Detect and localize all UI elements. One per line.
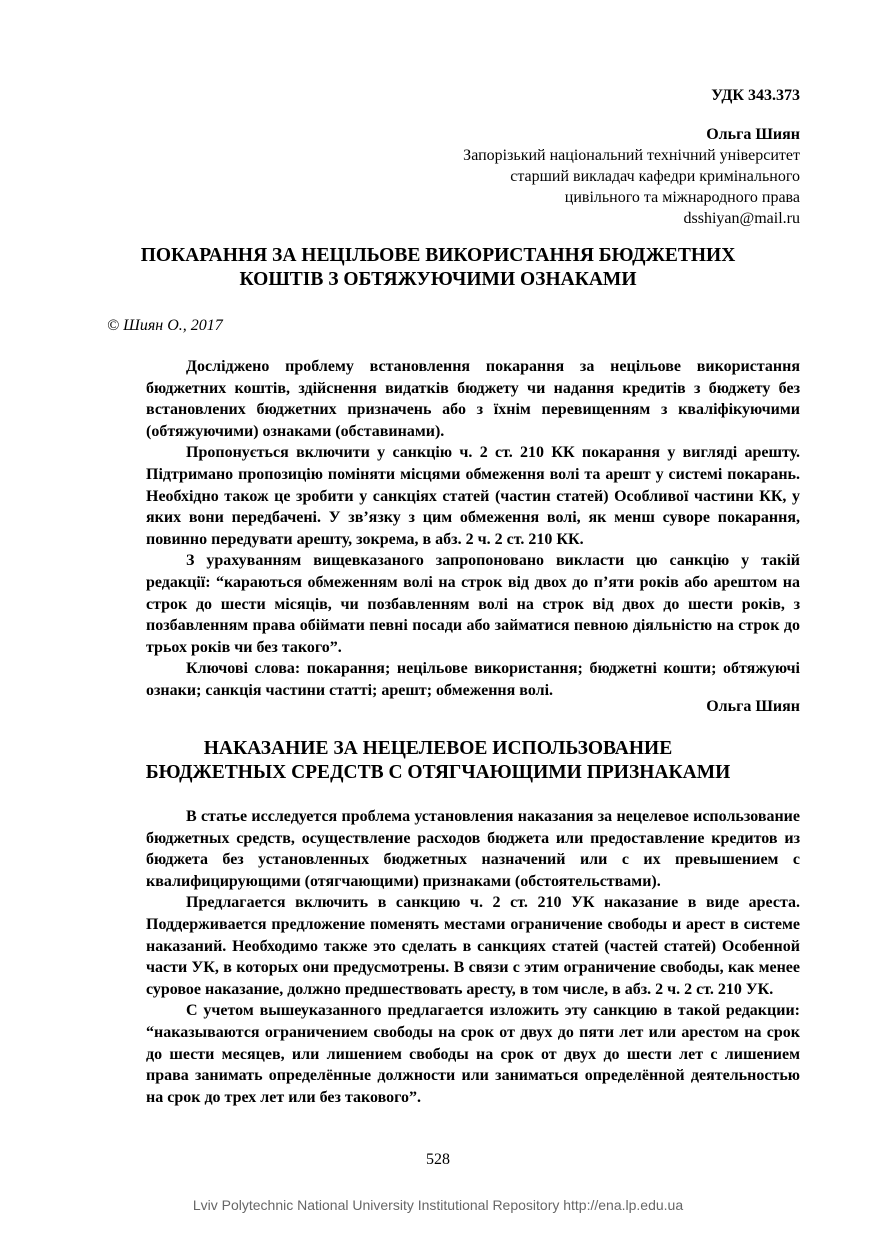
- keywords: Ключові слова: покарання; нецільове використання; бюджетні кошти; обтяжуючі ознаки; санкція частини статті; арешт; обмеження волі.: [146, 660, 800, 699]
- title-line: ПОКАРАННЯ ЗА НЕЦІЛЬОВЕ ВИКОРИСТАННЯ БЮДЖЕТНИХ: [140, 245, 736, 266]
- title-ru: [100, 737, 776, 785]
- abstract-ua: [146, 356, 800, 702]
- title-ua: [100, 244, 776, 292]
- author-block: [463, 124, 800, 229]
- author-email[interactable]: dsshiyan@mail.ru: [683, 210, 800, 227]
- title-line: КОШТІВ З ОБТЯЖУЮЧИМИ ОЗНАКАМИ: [239, 269, 637, 290]
- abstract-paragraph: Предлагается включить в санкцию ч. 2 ст. 210 УК наказание в виде ареста. Поддерживается предложение поменять местами ограничение свободы и арест в системе наказаний. Необходимо также это сделать в санкциях статей (частей статей) Особенной части УК, в которых они предусмотрены. В связи с этим ограничение свободы, как менее суровое наказание, должно предшествовать аресту, в том числе, в абз. 2 ч. 2 ст. 210 УК.: [146, 894, 800, 998]
- abstract-paragraph: В статье исследуется проблема установления наказания за нецелевое использование бюджетных средств, осуществление расходов бюджета или предоставление кредитов из бюджета без установленных бюджетных назначений или с их превышением с квалифицирующими (отягчающими) признаками (обстоятельствами).: [146, 808, 800, 890]
- abstract-paragraph: Досліджено проблему встановлення покарання за нецільове використання бюджетних коштів, здійснення видатків бюджету чи надання кредитів з бюджету без встановлених бюджетних призначень або з їхнім перевищенням з кваліфікуючими (обтяжуючими) ознаками (обставинами).: [146, 358, 800, 440]
- repository-footer: Lviv Polytechnic National University Institutional Repository http://ena.lp.edu.ua: [192, 1197, 684, 1213]
- abstract-paragraph: С учетом вышеуказанного предлагается изложить эту санкцию в такой редакции: “наказываются ограничением свободы на срок от двух до пяти лет или арестом на срок до шести месяцев, или лишением свободы на срок от двух до шести лет с лишением права занимать определённые должности или заниматься определённой деятельностью на срок до трех лет или без такового”.: [146, 1002, 800, 1106]
- title-line: НАКАЗАНИЕ ЗА НЕЦЕЛЕВОЕ ИСПОЛЬЗОВАНИЕ: [203, 738, 673, 759]
- abstract-paragraph: Пропонується включити у санкцію ч. 2 ст. 210 КК покарання у вигляді арешту. Підтримано пропозицію поміняти місцями обмеження волі та арешт у системі покарань. Необхідно також це зробити у санкціях статей (частин статей) Особливої частини КК, у яких вони передбачені. У зв’язку з цим обмеження волі, як менш суворе покарання, повинно передувати арешту, зокрема, в абз. 2 ч. 2 ст. 210 КК.: [146, 444, 800, 548]
- affiliation-line: старший викладач кафедри кримінального: [510, 168, 800, 185]
- author-name-ru: Ольга Шиян: [706, 698, 800, 715]
- affiliation-line: Запорізький національний технічний університет: [463, 147, 800, 164]
- udc-code: УДК 343.373: [711, 87, 800, 104]
- affiliation-line: цивільного та міжнародного права: [564, 189, 800, 206]
- author-name: Ольга Шиян: [706, 126, 800, 143]
- abstract-ru: [146, 806, 800, 1108]
- title-line: БЮДЖЕТНЫХ СРЕДСТВ С ОТЯГЧАЮЩИМИ ПРИЗНАКАМИ: [145, 762, 731, 783]
- copyright: © Шиян О., 2017: [107, 317, 223, 334]
- abstract-paragraph: З урахуванням вищевказаного запропоновано викласти цю санкцію у такій редакції: “караються обмеженням волі на строк від двох до п’яти років або арештом на строк до шести місяців, чи позбавленням волі на строк від двох до шести років, з позбавленням права обіймати певні посади або займатися певною діяльністю на строк до трьох років чи без такого”.: [146, 552, 800, 656]
- page-number: 528: [426, 1151, 450, 1168]
